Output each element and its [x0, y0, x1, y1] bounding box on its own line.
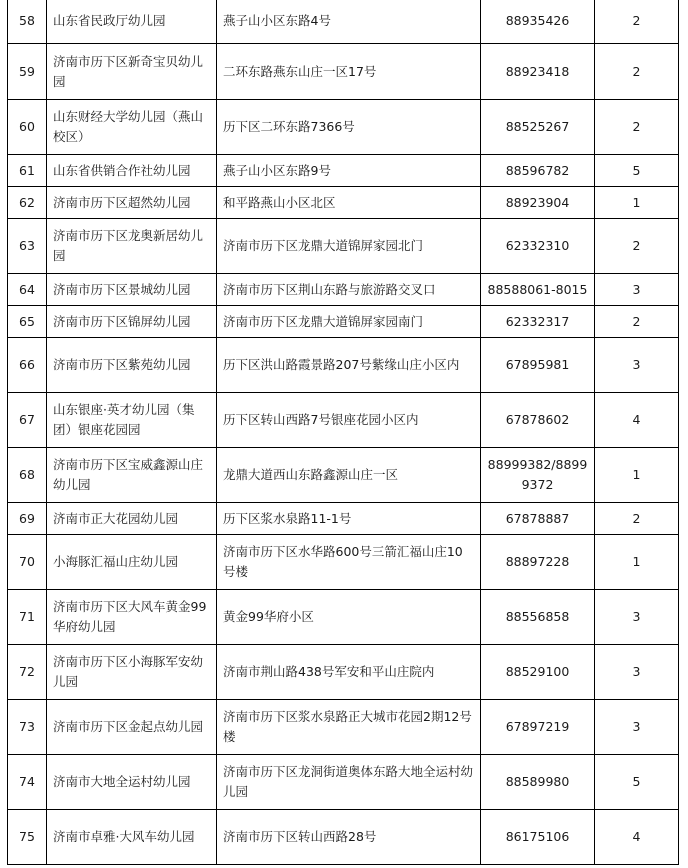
count-cell: 1: [595, 535, 679, 590]
count-cell: 4: [595, 393, 679, 448]
table-row: [8, 755, 679, 810]
kindergarten-name: 济南市历下区宝威鑫源山庄幼儿园: [47, 448, 217, 503]
kindergarten-name: 济南市历下区小海豚军安幼儿园: [47, 645, 217, 700]
address-cell: 黄金99华府小区: [217, 590, 481, 645]
phone-cell: 62332317: [481, 306, 595, 338]
count-cell: 1: [595, 448, 679, 503]
count-cell: 5: [595, 155, 679, 187]
row-number: 68: [8, 448, 47, 503]
row-number: 62: [8, 187, 47, 219]
kindergarten-name: 小海豚汇福山庄幼儿园: [47, 535, 217, 590]
address-cell: 济南市历下区浆水泉路正大城市花园2期12号楼: [217, 700, 481, 755]
table-row: [8, 338, 679, 393]
table-row: [8, 700, 679, 755]
address-cell: 燕子山小区东路4号: [217, 0, 481, 44]
table-row: [8, 393, 679, 448]
count-cell: 2: [595, 44, 679, 100]
count-cell: 5: [595, 755, 679, 810]
table-row: [8, 274, 679, 306]
kindergarten-name: 济南市卓雅·大风车幼儿园: [47, 810, 217, 865]
row-number: 73: [8, 700, 47, 755]
row-number: 66: [8, 338, 47, 393]
kindergarten-name: 济南市历下区龙奥新居幼儿园: [47, 219, 217, 274]
kindergarten-name: 济南市历下区超然幼儿园: [47, 187, 217, 219]
kindergarten-name: 山东省民政厅幼儿园: [47, 0, 217, 44]
row-number: 72: [8, 645, 47, 700]
phone-cell: 88525267: [481, 100, 595, 155]
count-cell: 3: [595, 590, 679, 645]
row-number: 71: [8, 590, 47, 645]
table-row: [8, 100, 679, 155]
count-cell: 3: [595, 274, 679, 306]
phone-cell: 88556858: [481, 590, 595, 645]
kindergarten-name: 山东省供销合作社幼儿园: [47, 155, 217, 187]
kindergarten-name: 山东银座·英才幼儿园（集团）银座花园园: [47, 393, 217, 448]
table-row: [8, 590, 679, 645]
row-number: 64: [8, 274, 47, 306]
phone-cell: 88596782: [481, 155, 595, 187]
phone-cell: 67897219: [481, 700, 595, 755]
address-cell: 济南市历下区水华路600号三箭汇福山庄10号楼: [217, 535, 481, 590]
address-cell: 燕子山小区东路9号: [217, 155, 481, 187]
address-cell: 济南市历下区荆山东路与旅游路交叉口: [217, 274, 481, 306]
address-cell: 历下区洪山路霞景路207号紫缘山庄小区内: [217, 338, 481, 393]
row-number: 65: [8, 306, 47, 338]
phone-cell: 88923418: [481, 44, 595, 100]
table-row: [8, 0, 679, 44]
count-cell: 2: [595, 306, 679, 338]
kindergarten-table: [7, 0, 679, 865]
kindergarten-name: 济南市大地全运村幼儿园: [47, 755, 217, 810]
count-cell: 2: [595, 219, 679, 274]
row-number: 69: [8, 503, 47, 535]
kindergarten-name: 济南市正大花园幼儿园: [47, 503, 217, 535]
address-cell: 龙鼎大道西山东路鑫源山庄一区: [217, 448, 481, 503]
row-number: 67: [8, 393, 47, 448]
row-number: 74: [8, 755, 47, 810]
count-cell: 2: [595, 503, 679, 535]
count-cell: 3: [595, 645, 679, 700]
table-row: [8, 810, 679, 865]
row-number: 59: [8, 44, 47, 100]
table-row: [8, 219, 679, 274]
phone-cell: 88935426: [481, 0, 595, 44]
address-cell: 历下区转山西路7号银座花园小区内: [217, 393, 481, 448]
phone-cell: 88529100: [481, 645, 595, 700]
phone-cell: 67895981: [481, 338, 595, 393]
row-number: 75: [8, 810, 47, 865]
phone-cell: 88999382/88999372: [481, 448, 595, 503]
table-row: [8, 503, 679, 535]
phone-cell: 88588061-8015: [481, 274, 595, 306]
row-number: 70: [8, 535, 47, 590]
phone-cell: 86175106: [481, 810, 595, 865]
count-cell: 1: [595, 187, 679, 219]
table-row: [8, 645, 679, 700]
address-cell: 济南市历下区转山西路28号: [217, 810, 481, 865]
address-cell: 济南市历下区龙鼎大道锦屏家园南门: [217, 306, 481, 338]
phone-cell: 67878602: [481, 393, 595, 448]
address-cell: 和平路燕山小区北区: [217, 187, 481, 219]
count-cell: 2: [595, 100, 679, 155]
row-number: 61: [8, 155, 47, 187]
phone-cell: 88897228: [481, 535, 595, 590]
table-row: [8, 44, 679, 100]
phone-cell: 88923904: [481, 187, 595, 219]
table-row: [8, 187, 679, 219]
count-cell: 3: [595, 700, 679, 755]
address-cell: 历下区浆水泉路11-1号: [217, 503, 481, 535]
kindergarten-name: 济南市历下区景城幼儿园: [47, 274, 217, 306]
kindergarten-name: 济南市历下区紫苑幼儿园: [47, 338, 217, 393]
row-number: 58: [8, 0, 47, 44]
phone-cell: 88589980: [481, 755, 595, 810]
phone-cell: 67878887: [481, 503, 595, 535]
count-cell: 4: [595, 810, 679, 865]
address-cell: 济南市荆山路438号军安和平山庄院内: [217, 645, 481, 700]
kindergarten-name: 济南市历下区新奇宝贝幼儿园: [47, 44, 217, 100]
phone-cell: 62332310: [481, 219, 595, 274]
table-row: [8, 535, 679, 590]
table-row: [8, 155, 679, 187]
address-cell: 济南市历下区龙洞街道奥体东路大地全运村幼儿园: [217, 755, 481, 810]
address-cell: 历下区二环东路7366号: [217, 100, 481, 155]
table-row: [8, 448, 679, 503]
address-cell: 济南市历下区龙鼎大道锦屏家园北门: [217, 219, 481, 274]
kindergarten-name: 济南市历下区锦屏幼儿园: [47, 306, 217, 338]
kindergarten-name: 济南市历下区大风车黄金99华府幼儿园: [47, 590, 217, 645]
count-cell: 2: [595, 0, 679, 44]
address-cell: 二环东路燕东山庄一区17号: [217, 44, 481, 100]
kindergarten-name: 山东财经大学幼儿园（燕山校区）: [47, 100, 217, 155]
table-body: [8, 0, 679, 865]
count-cell: 3: [595, 338, 679, 393]
row-number: 60: [8, 100, 47, 155]
table-row: [8, 306, 679, 338]
row-number: 63: [8, 219, 47, 274]
kindergarten-name: 济南市历下区金起点幼儿园: [47, 700, 217, 755]
